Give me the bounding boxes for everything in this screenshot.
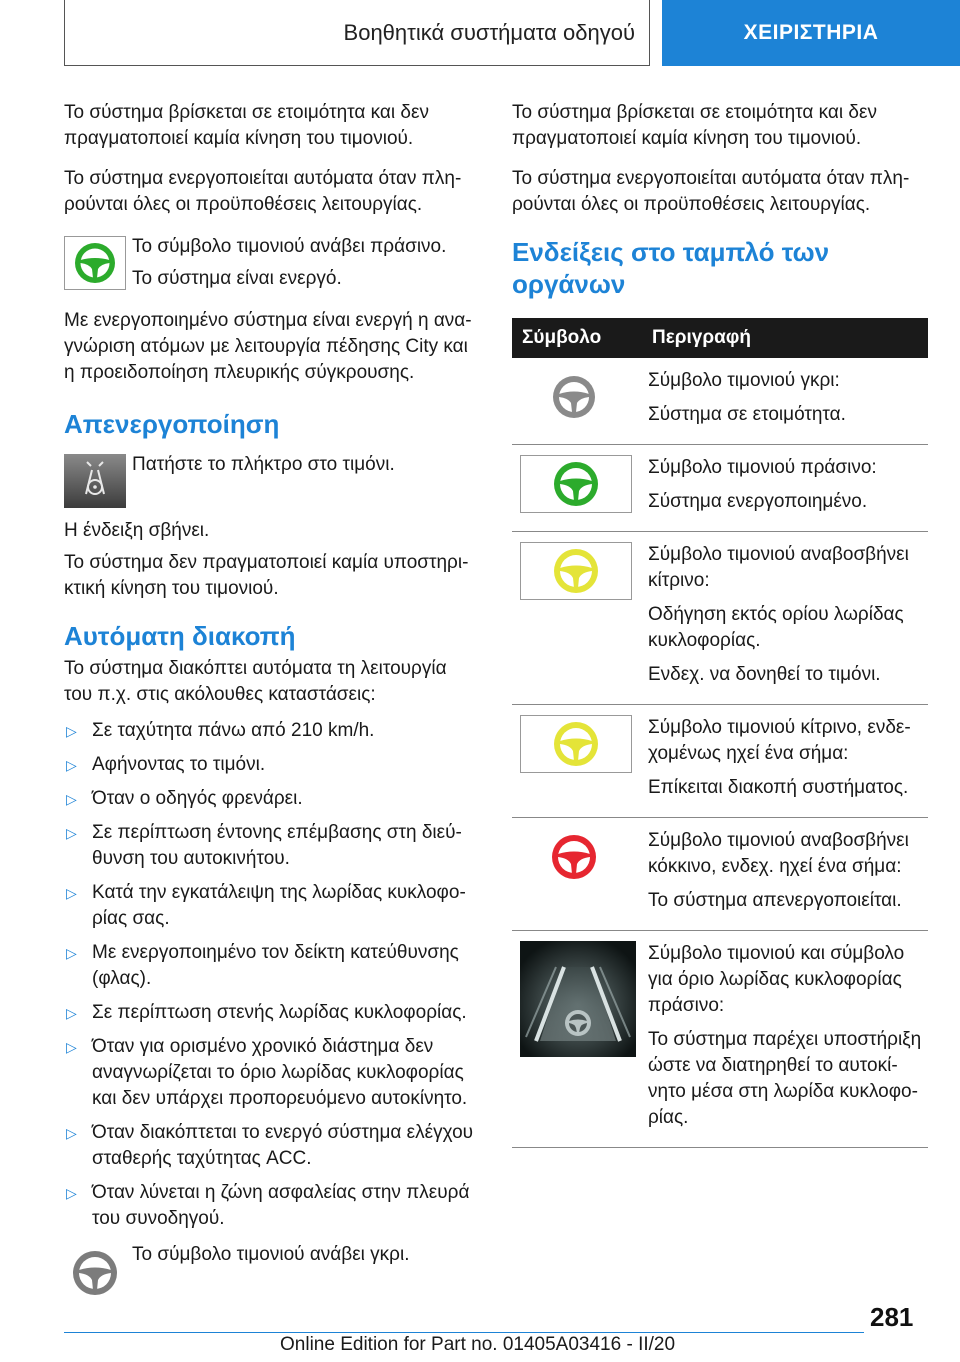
- steering-assist-button-icon: [64, 454, 126, 508]
- steering-wheel-yellow-icon: [520, 715, 632, 773]
- description-cell: Σύμβολο τιμονιού κίτρινο, ενδεχομένως ηχεί ένα σήμα: Επίκειται διακοπή συστήματος.: [642, 705, 928, 818]
- list-item: ▷ Σε περίπτωση στενής λωρίδας κυκλοφορίας.: [66, 1002, 467, 1023]
- paragraph: Το σύστημα ενεργοποιείται αυτόματα όταν πληρούνται όλες οι προϋποθέσεις λειτουργίας.: [512, 168, 910, 215]
- footer-edition: Online Edition for Part no. 01405A03416 - II/20: [280, 1334, 676, 1355]
- list-item: ▷ Όταν λύνεται η ζώνη ασφαλείας στην πλευρά του συνοδηγού.: [66, 1182, 470, 1229]
- description-cell: Σύμβολο τιμονιού αναβοσβήνει κίτρινο: Οδήγηση εκτός ορίου λωρίδας κυκλοφορίας. Ενδεχ. να δονηθεί το τιμόνι.: [642, 532, 928, 705]
- steering-wheel-green-icon: [64, 236, 126, 290]
- paragraph: Η ένδειξη σβήνει.: [64, 520, 210, 541]
- gray-steering-note: [64, 1240, 480, 1298]
- list-item: ▷ Αφήνοντας το τιμόνι.: [66, 754, 266, 775]
- page-number: 281: [870, 1302, 914, 1332]
- column-header-symbol: Σύμβολο: [512, 318, 642, 358]
- symbol-cell: [512, 818, 642, 931]
- symbol-cell: [512, 931, 642, 1148]
- list-item: ▷ Όταν ο οδηγός φρενάρει.: [66, 788, 303, 809]
- heading-deactivation: Απενεργοποίηση: [64, 409, 280, 439]
- table-header-row: [512, 318, 928, 358]
- table-row: [512, 532, 928, 705]
- table-row: [512, 818, 928, 931]
- section-title: Βοηθητικά συστήματα οδηγού: [64, 0, 650, 66]
- list-item: ▷ Σε περίπτωση έντονης επέμβασης στη διεύθυνση του αυτοκινήτου.: [66, 822, 462, 869]
- table-row: [512, 445, 928, 532]
- page-header: [64, 0, 960, 66]
- symbol-cell: [512, 445, 642, 532]
- steering-wheel-red-icon: [520, 828, 628, 886]
- icon-caption: Το σύμβολο τιμονιού ανάβει γκρι.: [132, 1244, 410, 1265]
- green-steering-note: [64, 232, 480, 298]
- steering-wheel-gray-icon: [64, 1244, 126, 1298]
- steering-wheel-yellow-icon: [520, 542, 632, 600]
- right-column: [512, 100, 928, 1148]
- paragraph: Το σύστημα ενεργοποιείται αυτόματα όταν πληρούνται όλες οι προϋποθέσεις λειτουργίας.: [64, 168, 462, 215]
- left-column: [64, 100, 480, 1308]
- paragraph: Το σύστημα δεν πραγματοποιεί καμία υποστηρικτική κίνηση του τιμονιού.: [64, 552, 469, 599]
- symbol-table: [512, 318, 928, 1148]
- heading-auto-stop: Αυτόματη διακοπή: [64, 621, 296, 651]
- table-row: [512, 705, 928, 818]
- icon-caption: Το σύστημα είναι ενεργό.: [132, 268, 342, 289]
- list-item: ▷ Κατά την εγκατάλειψη της λωρίδας κυκλοφορίας σας.: [66, 882, 466, 929]
- symbol-cell: [512, 358, 642, 445]
- icon-caption: Το σύμβολο τιμονιού ανάβει πράσινο.: [132, 236, 447, 257]
- button-note: [64, 450, 480, 508]
- paragraph: Με ενεργοποιημένο σύστημα είναι ενεργή η αναγνώριση ατόμων με λειτουργία πέδησης City και η προειδοποίηση πλευρικής σύγκρουσης.: [64, 310, 472, 383]
- table-row: [512, 931, 928, 1148]
- heading-indicators: Ενδείξεις στο ταμπλό των οργάνων: [512, 237, 830, 299]
- list-item: ▷ Με ενεργοποιημένο τον δείκτη κατεύθυνσης (φλας).: [66, 942, 459, 989]
- table-row: [512, 358, 928, 445]
- description-cell: Σύμβολο τιμονιού γκρι: Σύστημα σε ετοιμότητα.: [642, 358, 928, 445]
- list-item: ▷ Σε ταχύτητα πάνω από 210 km/h.: [66, 720, 375, 741]
- description-cell: Σύμβολο τιμονιού αναβοσβήνει κόκκινο, ενδεχ. ηχεί ένα σήμα: Το σύστημα απενεργοποιείται.: [642, 818, 928, 931]
- column-header-description: Περιγραφή: [642, 318, 928, 358]
- list-item: ▷ Όταν διακόπτεται το ενεργό σύστημα ελέγχου σταθερής ταχύτητας ACC.: [66, 1122, 474, 1169]
- symbol-cell: [512, 705, 642, 818]
- paragraph: Το σύστημα διακόπτει αυτόματα τη λειτουργία του π.χ. στις ακόλουθες καταστάσεις:: [64, 658, 447, 705]
- steering-wheel-gray-icon: [520, 368, 628, 426]
- footer-divider: [64, 1332, 864, 1333]
- button-caption: Πατήστε το πλήκτρο στο τιμόνι.: [132, 454, 395, 475]
- list-item: ▷ Όταν για ορισμένο χρονικό διάστημα δεν αναγνωρίζεται το όριο λωρίδας κυκλοφορίας και δεν υπάρχει προπορευόμενο αυτοκίνητο.: [66, 1036, 468, 1109]
- chapter-tab[interactable]: ΧΕΙΡΙΣΤΗΡΙΑ: [662, 0, 960, 66]
- paragraph: Το σύστημα βρίσκεται σε ετοιμότητα και δεν πραγματοποιεί καμία κίνηση του τιμονιού.: [64, 102, 429, 149]
- description-cell: Σύμβολο τιμονιού πράσινο: Σύστημα ενεργοποιημένο.: [642, 445, 928, 532]
- paragraph: Το σύστημα βρίσκεται σε ετοιμότητα και δεν πραγματοποιεί καμία κίνηση του τιμονιού.: [512, 102, 877, 149]
- steering-wheel-green-icon: [520, 455, 632, 513]
- lane-display-icon: [520, 941, 636, 1057]
- auto-stop-list: [64, 718, 480, 1232]
- symbol-cell: [512, 532, 642, 705]
- description-cell: Σύμβολο τιμονιού και σύμβολο για όριο λωρίδας κυκλοφορίας πράσινο: Το σύστημα παρέχει υποστήριξη ώστε να διατηρηθεί το αυτοκίνητο μέσα στη λωρίδα κυκλοφορίας.: [642, 931, 928, 1148]
